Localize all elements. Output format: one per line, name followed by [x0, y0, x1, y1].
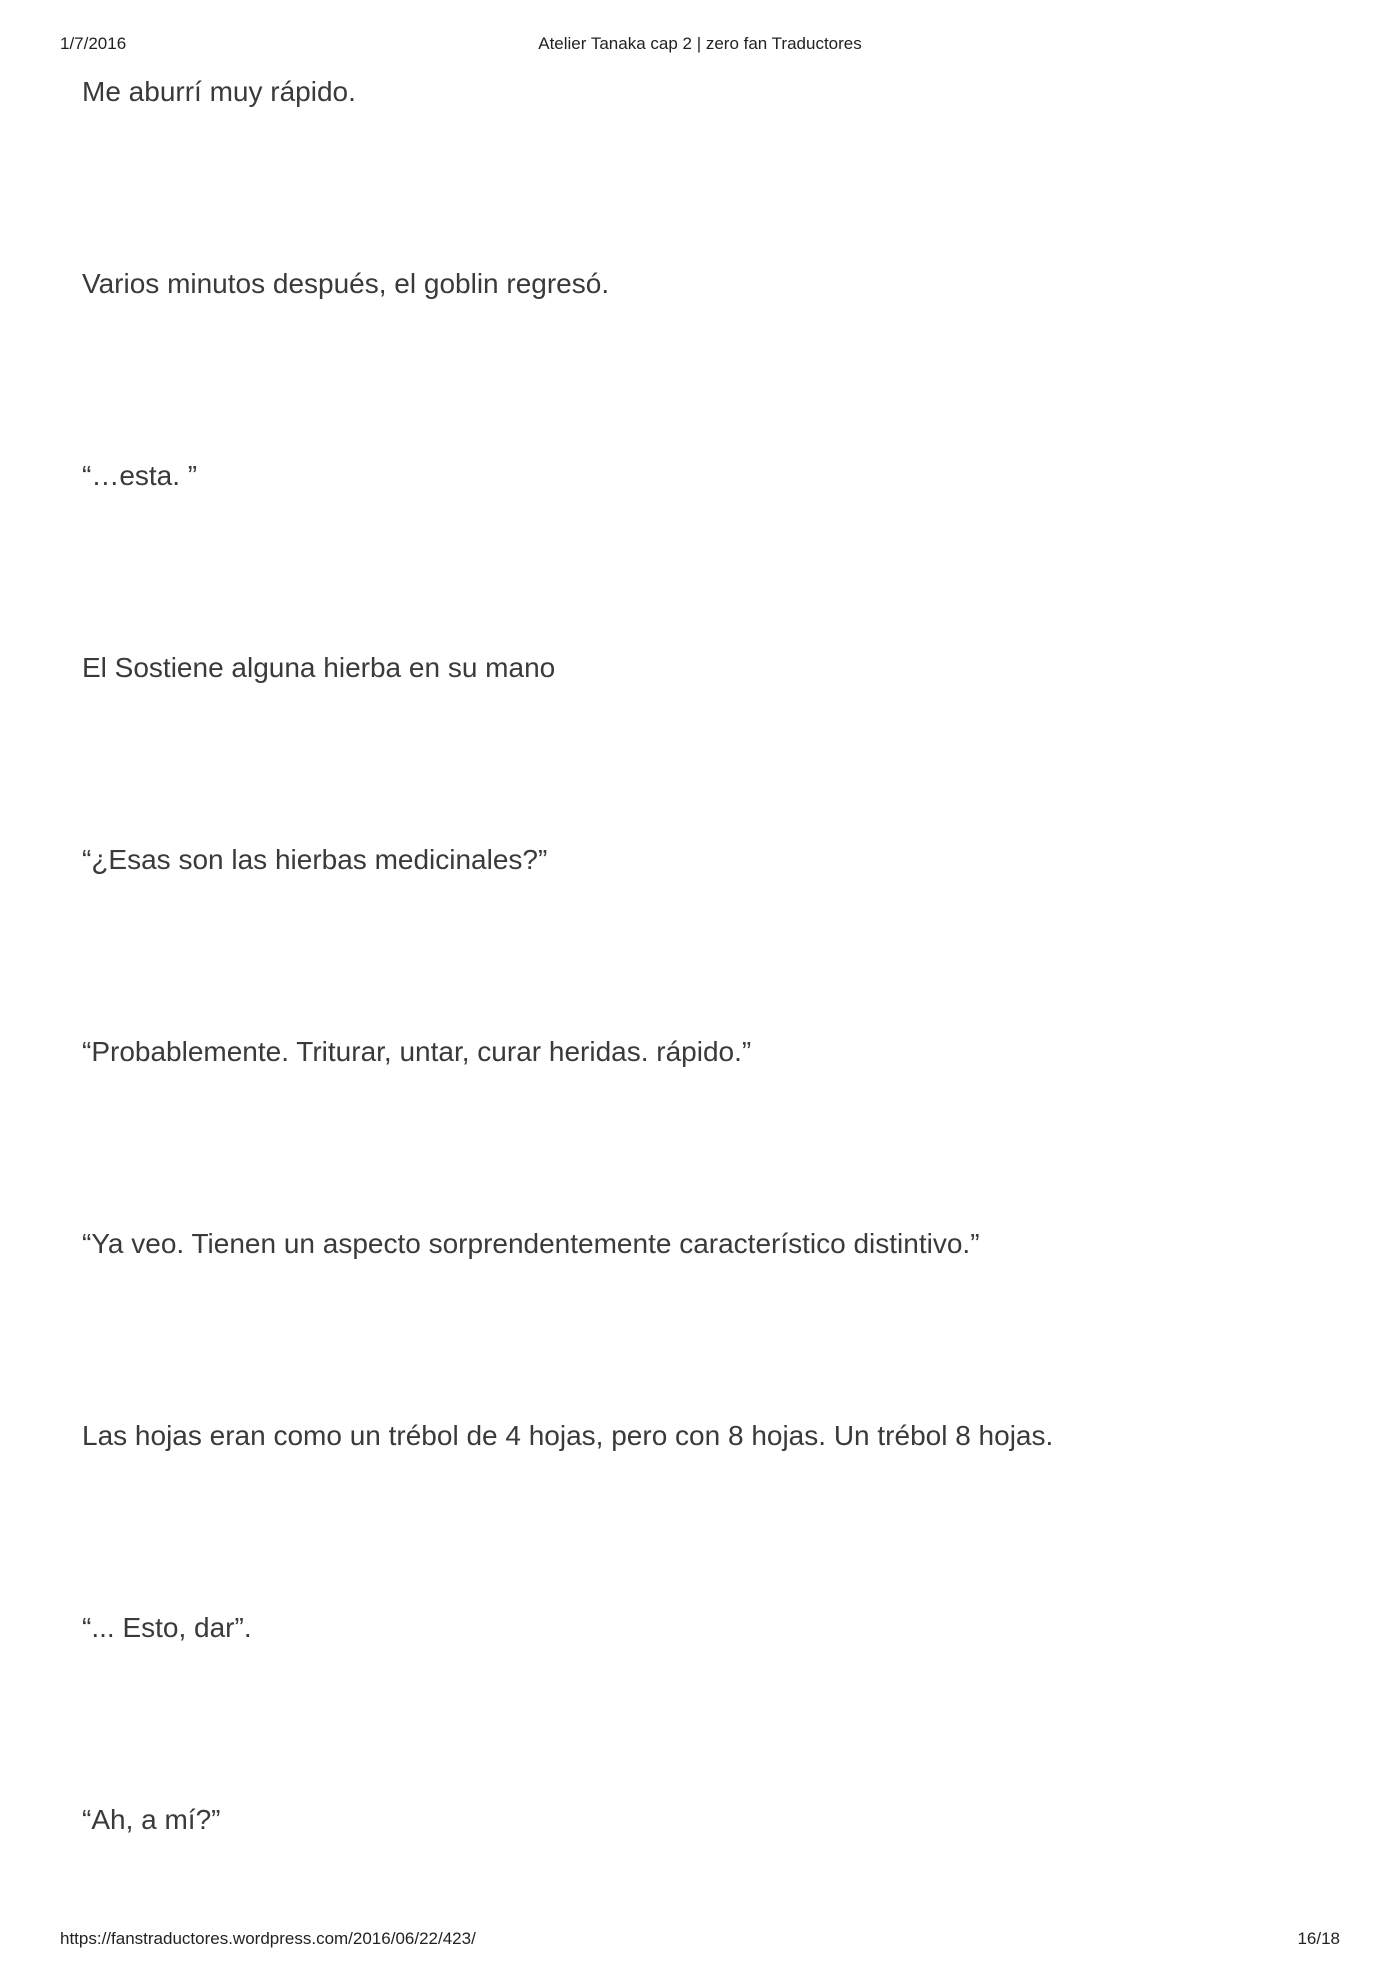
paragraph: “Ya veo. Tienen un aspecto sorprendentemente característico distintivo.”: [82, 1228, 980, 1259]
print-date: 1/7/2016: [60, 34, 127, 53]
paragraph: “Ah, a mí?”: [82, 1804, 221, 1835]
paragraph: “¿Esas son las hierbas medicinales?”: [82, 844, 548, 875]
document-title: Atelier Tanaka cap 2 | zero fan Traductores: [538, 34, 862, 53]
page-number: 16/18: [1297, 1929, 1340, 1948]
paragraph: Las hojas eran como un trébol de 4 hojas, pero con 8 hojas. Un trébol 8 hojas.: [82, 1420, 1054, 1451]
paragraph: Me aburrí muy rápido.: [82, 76, 356, 107]
paragraph: El Sostiene alguna hierba en su mano: [82, 652, 556, 683]
paragraph: “... Esto, dar”.: [82, 1612, 252, 1643]
print-footer: [60, 1929, 1340, 1953]
paragraph: “…esta. ”: [82, 460, 198, 491]
paragraph: “Probablemente. Triturar, untar, curar heridas. rápido.”: [82, 1036, 752, 1067]
paragraph: Varios minutos después, el goblin regresó.: [82, 268, 610, 299]
document-body: [82, 0, 1312, 1900]
page-url: https://fanstraductores.wordpress.com/2016/06/22/423/: [60, 1929, 476, 1948]
